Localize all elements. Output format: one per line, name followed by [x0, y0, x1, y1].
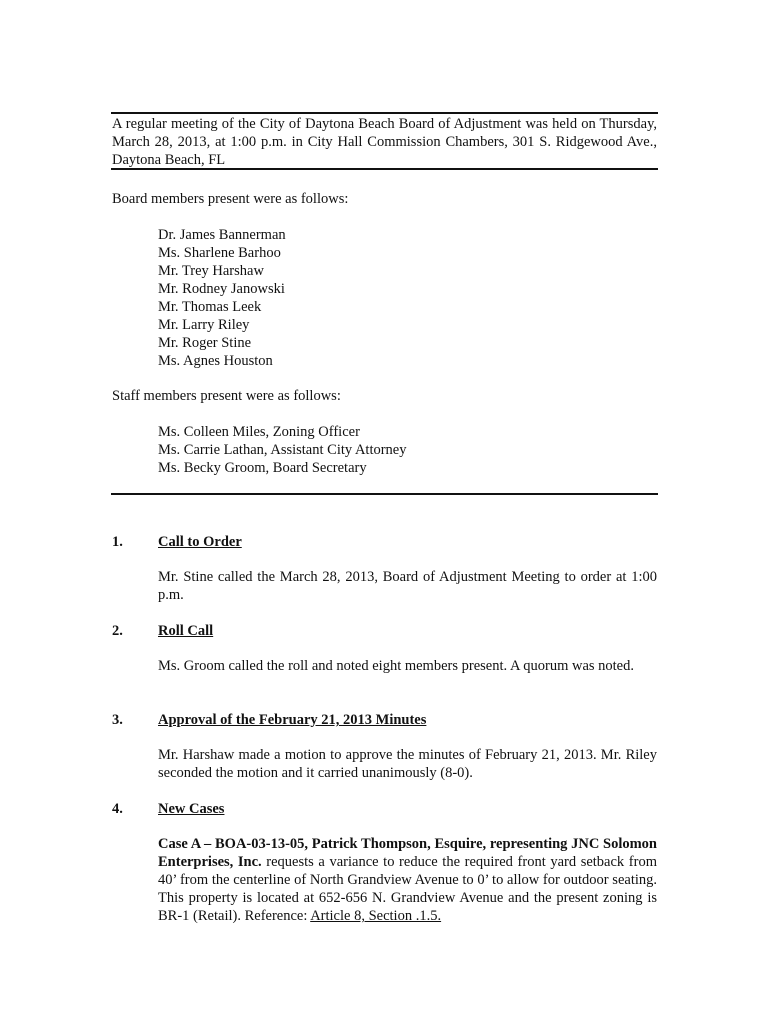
board-member: Mr. Roger Stine	[158, 335, 252, 351]
item-heading-new-cases: New Cases	[158, 801, 225, 817]
staff-member: Ms. Colleen Miles, Zoning Officer	[158, 424, 360, 440]
board-member: Mr. Trey Harshaw	[158, 263, 264, 279]
item-heading-roll-call: Roll Call	[158, 623, 214, 639]
item-text-approval-minutes: Mr. Harshaw made a motion to approve the minutes of February 21, 2013. Mr. Riley seconded the motion and it carried unanimously (8-0).	[158, 747, 657, 781]
board-member: Dr. James Bannerman	[158, 227, 286, 243]
meeting-intro: A regular meeting of the City of Daytona Beach Board of Adjustment was held on Thursday, March 28, 2013, at 1:00 p.m. in City Hall Commission Chambers, 301 S. Ridgewood Ave., Daytona Beach, FL	[112, 116, 657, 168]
item-text-roll-call: Ms. Groom called the roll and noted eight members present. A quorum was noted.	[158, 658, 634, 674]
item-number: 1.	[112, 534, 123, 550]
item-text-call-to-order: Mr. Stine called the March 28, 2013, Board of Adjustment Meeting to order at 1:00 p.m.	[158, 569, 657, 603]
board-member: Mr. Larry Riley	[158, 317, 250, 333]
case-a-title: Case A – BOA-03-13-05, Patrick Thompson, Esquire, representing JNC Solomon Enterprises, Inc.	[158, 836, 657, 870]
attendance-bottom-rule	[111, 493, 658, 495]
item-number: 2.	[112, 623, 123, 639]
board-members-label: Board members present were as follows:	[112, 191, 349, 207]
board-members-list	[158, 226, 286, 370]
case-a-paragraph	[158, 835, 657, 925]
top-rule	[111, 112, 658, 114]
board-member: Ms. Sharlene Barhoo	[158, 245, 281, 261]
board-member: Mr. Thomas Leek	[158, 299, 262, 315]
item-heading-approval-minutes: Approval of the February 21, 2013 Minutes	[158, 712, 427, 728]
staff-member: Ms. Becky Groom, Board Secretary	[158, 460, 367, 476]
item-number: 3.	[112, 712, 123, 728]
staff-members-label: Staff members present were as follows:	[112, 388, 341, 404]
intro-bottom-rule	[111, 168, 658, 170]
staff-member: Ms. Carrie Lathan, Assistant City Attorney	[158, 442, 407, 458]
board-member: Ms. Agnes Houston	[158, 353, 273, 369]
board-member: Mr. Rodney Janowski	[158, 281, 285, 297]
staff-members-list	[158, 423, 407, 477]
item-heading-call-to-order: Call to Order	[158, 534, 242, 550]
item-number: 4.	[112, 801, 123, 817]
case-a-description: requests a variance to reduce the required front yard setback from 40’ from the centerline of North Grandview Avenue to 0’ to allow for outdoor seating. This property is located at 652-656 N. Grandview Avenue and the present zoning is BR-1 (Retail). Reference:	[158, 854, 657, 924]
case-a-reference: Article 8, Section .1.5.	[310, 908, 442, 924]
